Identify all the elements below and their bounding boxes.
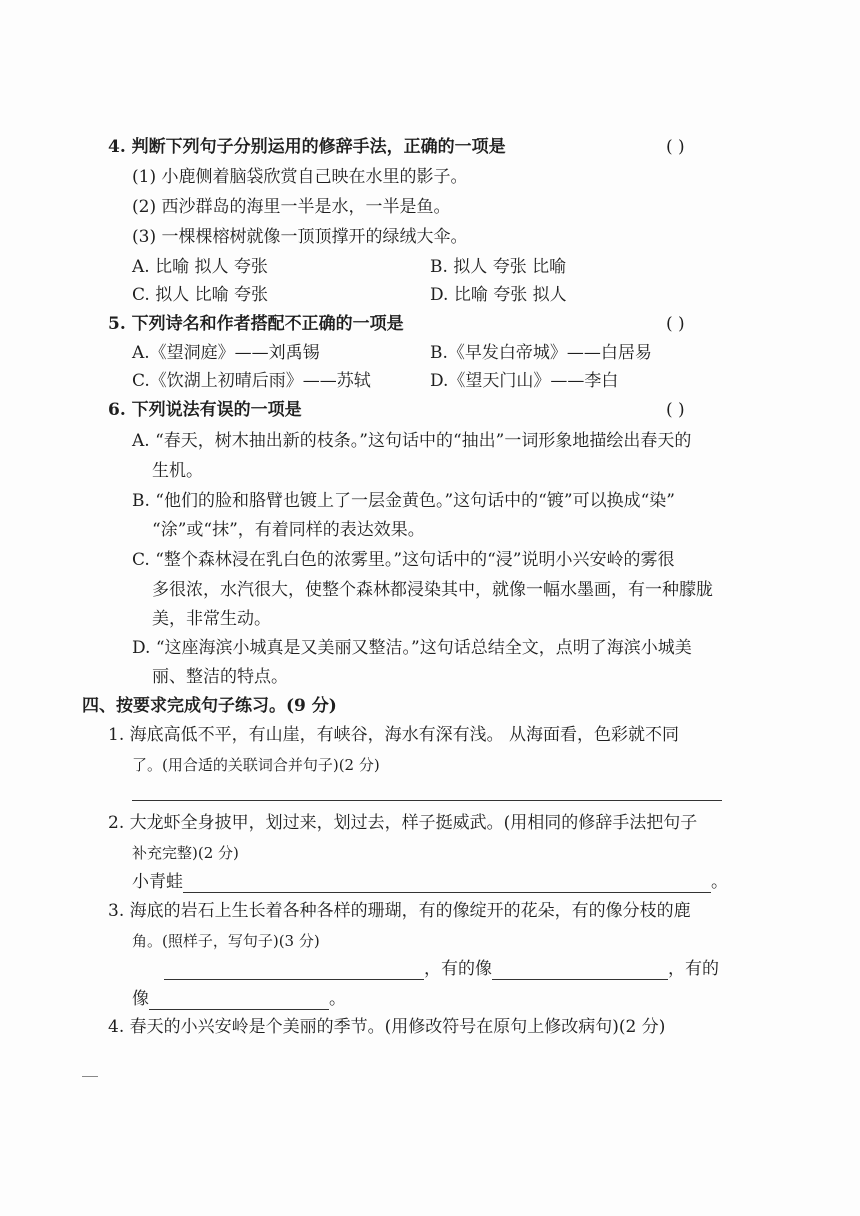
q5-answer-paren[interactable]: ( ): [666, 314, 685, 334]
s4-q4-line: 4. 春天的小兴安岭是个美丽的季节。(用修改符号在原句上修改病句)(2 分): [108, 1017, 666, 1037]
q5-option-a: A.《望洞庭》——刘禹锡: [132, 343, 320, 363]
s4-q2-line1: 2. 大龙虾全身披甲，划过来，划过去，样子挺威武。(用相同的修辞手法把句子: [108, 813, 698, 833]
s4-q3-blank-1[interactable]: [164, 963, 424, 980]
q6-option-b-line1: B. “他们的脸和胳臂也镀上了一层金黄色。”这句话中的“镀”可以换成“染”: [132, 491, 675, 511]
s4-q3-period: 。: [329, 989, 346, 1009]
q6-option-c-line1: C. “整个森林浸在乳白色的浓雾里。”这句话中的“浸”说明小兴安岭的雾很: [132, 550, 675, 570]
s4-q3-fill-row-2: [132, 988, 346, 1010]
s4-q3-end: ，有的: [668, 959, 719, 979]
s4-q3-line2: 角。(照样子，写句子)(3 分): [132, 932, 320, 950]
section-4-title: 四、按要求完成句子练习。(9 分): [82, 696, 337, 716]
q6-option-b-line2: “涂”或“抹”，有着同样的表达效果。: [152, 520, 425, 540]
s4-q2-prefix: 小青蛙: [132, 872, 183, 892]
q5-option-c: C.《饮湖上初晴后雨》——苏轼: [132, 371, 371, 391]
s4-q3-blank-3[interactable]: [149, 993, 329, 1010]
q6-option-a-line1: A. “春天，树木抽出新的枝条。”这句话中的“抽出”一词形象地描绘出春天的: [132, 431, 692, 451]
q6-stem: 6. 下列说法有误的一项是: [108, 400, 302, 420]
q5-stem: 5. 下列诗名和作者搭配不正确的一项是: [108, 314, 404, 334]
q4-option-a: A. 比喻 拟人 夸张: [132, 257, 268, 277]
q4-option-b: B. 拟人 夸张 比喻: [430, 257, 567, 277]
s4-q2-fill-row: [132, 871, 728, 893]
q5-option-d: D.《望天门山》——李白: [430, 371, 619, 391]
s4-q2-blank[interactable]: [183, 876, 711, 893]
s4-q3-xiang: 像: [132, 989, 149, 1009]
q4-answer-paren[interactable]: ( ): [666, 137, 685, 157]
q4-option-d: D. 比喻 夸张 拟人: [430, 285, 567, 305]
q4-stem: 4. 判断下列句子分别运用的修辞手法，正确的一项是: [108, 137, 506, 157]
q4-sentence-2: (2) 西沙群岛的海里一半是水，一半是鱼。: [132, 197, 451, 217]
s4-q3-fill-row: [164, 958, 719, 980]
q5-option-b: B.《早发白帝城》——白居易: [430, 343, 652, 363]
q4-option-c: C. 拟人 比喻 夸张: [132, 285, 269, 305]
q6-answer-paren[interactable]: ( ): [666, 400, 685, 420]
q6-option-a-line2: 生机。: [152, 461, 203, 481]
s4-q1-answer-line[interactable]: [132, 800, 722, 801]
s4-q3-line1: 3. 海底的岩石上生长着各种各样的珊瑚，有的像绽开的花朵，有的像分枝的鹿: [108, 901, 691, 921]
s4-q2-line2: 补充完整)(2 分): [132, 844, 239, 862]
q6-option-c-line3: 美，非常生动。: [152, 609, 271, 629]
s4-q2-suffix: 。: [711, 872, 728, 892]
q6-option-d-line1: D. “这座海滨小城真是又美丽又整洁。”这句话总结全文，点明了海滨小城美: [132, 638, 692, 658]
q4-sentence-1: (1) 小鹿侧着脑袋欣赏自己映在水里的影子。: [132, 167, 468, 187]
s4-q1-line2: 了。(用合适的关联词合并句子)(2 分): [132, 756, 380, 774]
s4-q1-line1: 1. 海底高低不平，有山崖，有峡谷，海水有深有浅。 从海面看，色彩就不同: [108, 725, 680, 745]
q6-option-d-line2: 丽、整洁的特点。: [152, 667, 288, 687]
page-corner-mark: [82, 1076, 98, 1077]
s4-q3-blank-2[interactable]: [492, 963, 668, 980]
s4-q3-mid: ，有的像: [424, 959, 492, 979]
q4-sentence-3: (3) 一棵棵榕树就像一顶顶撑开的绿绒大伞。: [132, 227, 468, 247]
q6-option-c-line2: 多很浓，水汽很大，使整个森林都浸染其中，就像一幅水墨画，有一种朦胧: [152, 580, 713, 600]
